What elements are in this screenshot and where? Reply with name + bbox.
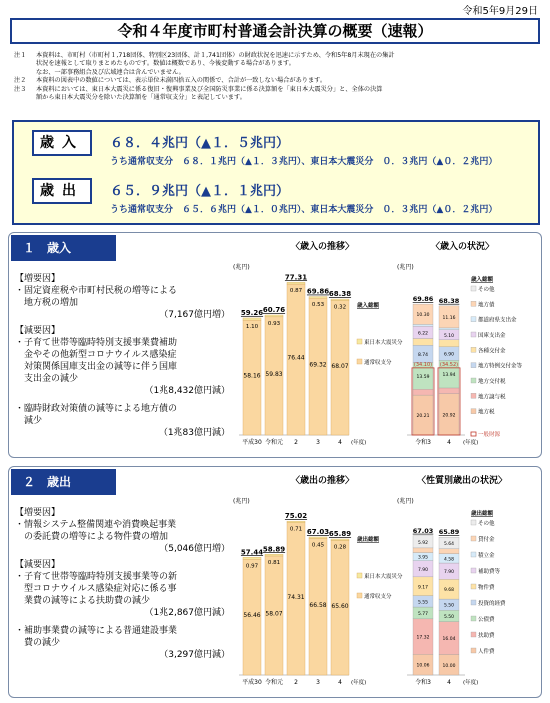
data-label-total: 65.89 [438,528,460,537]
section-banner-revenue: １ 歳入 [11,235,116,261]
data-label: 5.77 [417,611,429,617]
data-label: 10.00 [442,663,456,669]
data-label-total: 57.44 [240,548,264,557]
x-axis-unit: (年度) [463,680,479,686]
expenditure-trend-title: 〈歳出の推移〉 [291,476,355,486]
tick-label: 4 [447,679,451,686]
page-title: 令和４年度市町村普通会計決算の概要（速報） [10,18,540,44]
legend-label: 地方交付税 [478,379,506,385]
data-label-disaster: 0.93 [267,320,281,327]
revenue-panel [8,232,542,458]
x-axis-unit: (年度) [351,440,367,446]
data-label-regular: 66.58 [309,601,327,609]
data-label: 5.64 [443,541,455,547]
legend-label: 公債費 [478,617,495,623]
revenue-total: ６８．４兆円（▲１．５兆円） [110,136,289,151]
legend-swatch [471,520,476,525]
data-label-total: 67.03 [412,526,434,535]
bracket-label: (34.10) [413,361,433,368]
data-label: 5.50 [443,603,455,609]
revenue-status-chart [397,253,541,457]
x-axis-unit: (年度) [463,440,479,446]
legend-swatch [471,286,476,291]
legend-title: 歳入総額 [471,277,494,283]
legend-swatch [357,593,362,598]
data-label-regular: 69.32 [309,361,327,369]
bar-segment [439,388,459,394]
note-line: 状況を速報として取りまとめたものです。数値は概数であり、今後変動する場合があります。 [36,60,295,68]
expenditure-total: ６５．９兆円（▲１．１兆円） [110,184,289,199]
data-label: 11.16 [442,315,456,321]
summary-box [12,120,540,225]
legend-swatch [471,409,476,414]
expenditure-breakdown: うち通常収支分 ６５．６兆円（▲１．０兆円）、東日本大震災分 ０．３兆円（▲０．２兆円） [110,205,498,215]
legend-swatch [471,317,476,322]
legend-swatch [471,378,476,383]
legend-label: 貸付金 [478,537,495,543]
data-label: 5.55 [417,600,429,606]
legend-swatch [471,552,476,557]
expenditure-status-title: 〈性質別歳出の状況〉 [417,476,508,486]
data-label-total: 59.26 [240,308,264,317]
legend-label: その他 [478,521,495,527]
data-label-total: 69.86 [306,287,330,296]
data-label-total: 65.89 [328,530,352,539]
data-label-regular: 68.07 [331,362,349,370]
legend-label: 各種交付金 [478,348,506,355]
data-label-total: 67.03 [306,528,330,537]
tick-label: 令和3 [415,679,431,686]
data-label-disaster: 0.87 [289,288,303,295]
data-label: 13.59 [416,374,430,380]
legend-swatch [471,584,476,589]
legend-label: 人件費 [478,649,495,655]
legend-swatch [357,573,362,578]
bar-disaster [309,297,327,299]
bar-disaster [287,521,305,523]
data-label-total: 68.38 [438,296,460,305]
data-label: 10.30 [416,313,430,319]
data-label-regular: 58.07 [265,610,283,618]
data-label-disaster: 0.53 [311,302,325,309]
y-axis-unit: (兆円) [233,264,250,271]
legend-title: 歳入総額 [357,303,380,309]
bar-segment [439,328,459,330]
bar-segment [413,324,433,326]
legend-label: 地方税 [478,409,495,416]
revenue-trend-chart [231,253,403,457]
revenue-trend-title: 〈歳入の推移〉 [291,242,355,252]
legend-label: 物件費 [478,585,495,591]
data-label-disaster: 0.97 [245,563,259,570]
expenditure-label: 歳出 [32,178,92,204]
section-banner-expenditure: ２ 歳出 [11,469,116,495]
expenditure-trend-chart [231,487,403,697]
data-label-disaster: 0.71 [289,526,303,533]
revenue-status-title: 〈歳入の状況〉 [431,242,495,252]
expenditure-panel [8,466,542,698]
data-label: 10.06 [416,663,430,669]
bar-segment [413,339,433,346]
note-line: 注２ 本資料の図表中の数値については、表示単位未満四捨五入の関係で、合計が一致しない場合があります。 [14,77,327,85]
data-label: 20.21 [416,414,430,420]
revenue-label: 歳入 [32,130,92,156]
legend-label: 地方債 [478,302,495,309]
legend-label: 通常収支分 [364,594,392,600]
bar-disaster [287,282,305,284]
data-label: 9.68 [443,588,455,594]
data-label: 8.74 [417,352,429,358]
note-line: 額から東日本大震災分を除いた決算額を「通常収支分」と表記しています。 [36,94,246,102]
data-label-regular: 56.46 [243,612,261,620]
y-axis-unit: (兆円) [397,498,414,505]
tick-label: 令和元 [264,439,284,446]
publication-date: 令和5年9月29日 [462,6,538,17]
bar-segment [439,340,459,347]
legend-swatch [471,393,476,398]
legend-swatch [471,347,476,352]
data-label: 9.17 [417,585,429,591]
data-label-total: 58.89 [262,545,286,554]
data-label: 20.92 [442,413,456,419]
tick-label: 2 [294,679,298,686]
legend-label: 投資的経費 [478,601,506,607]
data-label-total: 69.86 [412,295,434,304]
data-label-total: 75.02 [284,512,308,521]
data-label: 7.90 [443,570,455,576]
bar-segment [439,549,459,554]
legend-label: 補助費等 [478,569,501,575]
legend-label: 東日本大震災分 [364,574,403,580]
bar-disaster [243,318,261,320]
data-label-disaster: 0.32 [333,304,347,311]
data-label-regular: 65.60 [331,602,349,610]
data-label: 6.90 [443,352,455,358]
data-label-regular: 74.31 [287,593,305,601]
bar-disaster [265,315,283,317]
legend-label: 積立金 [478,553,495,559]
tick-label: 4 [338,679,342,686]
note-line: なお、一部事務組合及び広域連合は含んでいません。 [36,68,185,76]
data-label-total: 77.31 [284,273,308,282]
legend-label: その他 [478,287,495,293]
bar-segment [413,389,433,395]
tick-label: 令和元 [264,679,284,686]
data-label-disaster: 0.28 [333,544,347,551]
x-axis-unit: (年度) [351,680,367,686]
legend-label: 都道府県支出金 [478,317,517,324]
expenditure-status-chart [397,487,541,697]
data-label: 13.94 [442,373,456,379]
data-label: 7.90 [417,567,429,573]
legend-label: 扶助費 [478,633,495,639]
note-line: 注１ 本資料は、市町村（市町村１,718団体、特別区23団体、計１,741団体）の財政状況を迅速に示すため、令和5年8月末現在の集計 [14,52,395,59]
data-label-regular: 59.83 [265,370,283,378]
legend-swatch [357,339,362,344]
data-label: 6.22 [417,331,429,337]
data-label-disaster: 0.81 [267,559,281,566]
data-label: 17.32 [416,635,430,641]
legend-label: 地方譲与税 [478,394,506,401]
bar-disaster [265,554,283,556]
data-label-disaster: 0.45 [311,542,325,549]
data-label-regular: 76.44 [287,354,305,362]
tick-label: 2 [294,439,298,446]
tick-label: 3 [316,439,320,446]
data-label-total: 68.38 [328,290,352,299]
tick-label: 4 [447,439,451,446]
data-label-regular: 58.16 [243,372,261,380]
data-label: 16.04 [442,637,456,643]
data-label: 5.92 [417,540,429,546]
data-label: 3.95 [417,555,429,561]
tick-label: 3 [316,679,320,686]
note-line: 注３ 本資料においては、東日本大震災に係る復旧・復興事業及び全国防災事業に係る決算額を「東日本大震災分」と、全体の決算 [14,85,383,93]
legend-swatch [471,363,476,368]
legend-title: 歳出総額 [357,537,380,543]
tick-label: 平成30 [242,439,262,446]
data-label-disaster: 1.10 [245,324,259,331]
bar-disaster [331,299,349,301]
legend-swatch [471,432,476,436]
data-label-total: 60.76 [262,305,286,314]
bar-disaster [243,557,261,559]
legend-swatch [471,568,476,573]
bar-disaster [309,537,327,539]
revenue-factors: 【増要因】 ・固定資産税や市町村民税の増等による 地方税の増加 （7,167億円増） 【減要因】 ・子育て世帯等臨時特別支援事業費補助 金やその他新型コロナウイルス感染症 対策関係国庫支出金の減等に伴う国庫 支出金の減少 （1兆8,432億円減） ・臨時財政対策債の減等による地方債の 減少 （1兆83億円減） [15,274,230,438]
legend-title: 歳出総額 [471,511,494,517]
y-axis-unit: (兆円) [397,264,414,271]
legend-swatch [471,632,476,637]
legend-swatch [471,648,476,653]
legend-swatch [471,332,476,337]
bar-disaster [331,539,349,541]
legend-label: 国庫支出金 [478,333,506,339]
tick-label: 4 [338,439,342,446]
legend-label: 東日本大震災分 [364,340,403,346]
legend-label: 一般財源 [478,432,501,438]
legend-swatch [471,600,476,605]
notes-block [14,52,544,102]
legend-label: 地方特例交付金等 [478,363,523,370]
legend-swatch [471,301,476,306]
legend-label: 通常収支分 [364,360,392,366]
data-label: 4.58 [443,557,455,563]
legend-swatch [471,536,476,541]
data-label: 5.10 [443,333,455,339]
tick-label: 令和3 [415,439,431,446]
legend-swatch [357,359,362,364]
y-axis-unit: (兆円) [233,498,250,505]
revenue-breakdown: うち通常収支分 ６８．１兆円（▲１．３兆円）、東日本大震災分 ０．３兆円（▲０．２兆円） [110,157,498,167]
bar-segment [413,548,433,553]
bracket-label: (34.52) [439,361,459,368]
legend-swatch [471,616,476,621]
tick-label: 平成30 [242,679,262,686]
data-label: 5.50 [443,614,455,620]
expenditure-factors: 【増要因】 ・情報システム整備関連や消費喚起事業 の委託費の増等による物件費の増加 （5,046億円増） 【減要因】 ・子育て世帯等臨時特別支援事業等の新 型コロナウイルス感染症対応に係る事 業費の減等による扶助費の減少 （1兆2,867億円減） ・補助事業費の減等による普通建設事業 費の減少 （3,297億円減） [15,508,230,660]
